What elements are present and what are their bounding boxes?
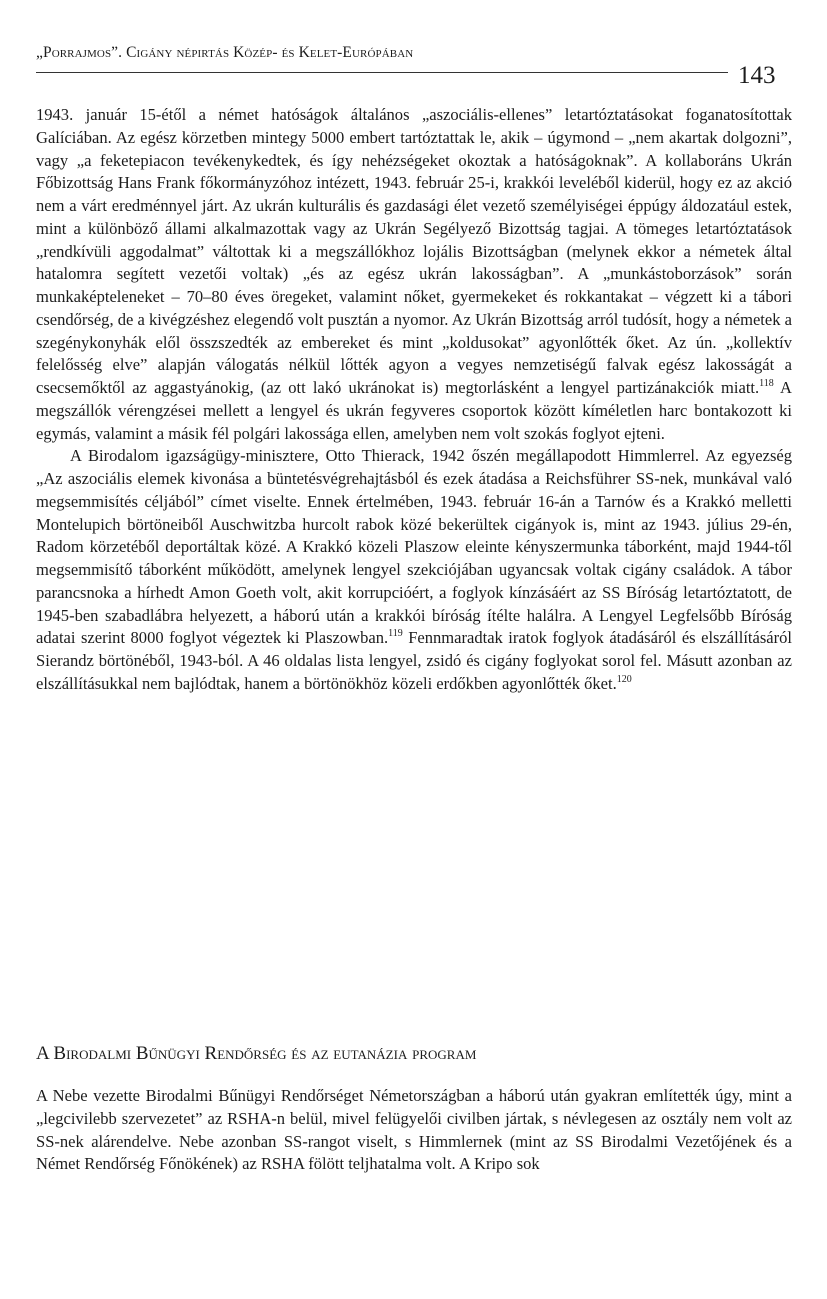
section-heading [36, 1043, 792, 1065]
running-title: „Porrajmos”. Cigány népirtás Közép- és Kelet-Európában [36, 44, 414, 61]
page-number: 143 [738, 62, 776, 89]
footnote-ref-118[interactable]: 118 [759, 378, 774, 389]
paragraph-1: 1943. január 15-étől a német hatóságok általános „aszociális-ellenes” letartóztatásokat foganatosítottak Galíciában. Az egész körzetben mintegy 5000 embert tartóztattak le, akik – úgymond – „nem akartak dolgozni”, vagy „a feketepiacon tevékenykedtek, és így nehézségeket okoztak a hatóságoknak”. A kollaboráns Ukrán Főbizottság Hans Frank főkormányzóhoz intézett, 1943. február 25-i, krakkói leveléből kiderül, hogy ez az akció nem a várt eredménnyel járt. Az ukrán kulturális és gazdasági élet vezető személyiségei éppúgy áldozatául estek, mint a különböző állami alkalmazottak vagy az Ukrán Segélyező Bizottság tagjai. A tömeges letartóztatások „rendkívüli aggodalmat” váltottak ki a megszállókhoz lojális Bizottságban (melynek ekkor a németek által hatalomra segített vezetői voltak) „és az egész ukrán lakosságban”. A „munkástoborzások” során munkaképteleneket – 70–80 éves öregeket, valamint nőket, gyermekeket és rokkantakat – végzett ki a tábori csendőrség, de a kivégzéshez elegendő volt pusztán a nyomor. Az Ukrán Bizottság arról tudósít, hogy a németek a szegénykonyhák elől összszedték az embereket és mint „koldusokat” agyonlőtték őket. Az ún. „kollektív felelősség elve” alapján válogatás nélkül lőtték agyon a vegyes nemzetiségű falvak egész lakosságát a csecsemőktől az aggastyánokig, (az ott lakó ukránokat is) megtorlásként a lengyel partizánakciók miatt.$^{118}$ A megszállók vérengzései mellett a lengyel és ukrán fegyveres csoportok között kíméletlen harc bontakozott ki egymás, valamint a másik fél polgári lakossága ellen, amelyben nem volt szokás foglyot ejteni. [36, 105, 792, 443]
section-body [36, 1085, 792, 1176]
footnote-ref-120[interactable]: 120 [616, 673, 632, 685]
body-text [36, 104, 792, 696]
footnote-ref-119[interactable]: 119 [388, 628, 403, 640]
header-rule [36, 72, 728, 73]
section-paragraph-1: A Nebe vezette Birodalmi Bűnügyi Rendőrséget Németországban a háború után gyakran említették úgy, mint a „legcivilebb szervezetet” az RSHA-n belül, mivel felügyelői civilben jártak, s névlegesen az osztály nem volt az SS-nek alárendelve. Nebe azonban SS-rangot viselt, s Himmlernek (mint az SS Birodalmi Vezetőjének és a Német Rendőrség Főnökének) az RSHA fölött teljhatalma volt. A Kripo sok [36, 1086, 792, 1174]
running-head [36, 44, 726, 62]
section-heading-text: A Birodalmi Bűnügyi Rendőrség és az eutanázia program [36, 1043, 477, 1064]
paragraph-2: A Birodalom igazságügy-minisztere, Otto Thierack, 1942 őszén megállapodott Himmlerrel. Az egyezség „Az aszociális elemek kivonása a büntetésvégrehajtásból és ezek átadása a Reichsführer SS-nek, munkával való megsemmisítés céljából” címet viselte. Ennek értelmében, 1943. február 16-án a Tarnów és a Krakkó melletti Montelupich börtöneiből Auschwitzba hurcolt rabok közé bekerültek cigányok is, mint az 1943. július 29-én, Radom körzetéből deportáltak közé. A Krakkó közeli Plaszow eleinte kényszermunka táborként, majd 1944-től megsemmisítő táborként működött, amelynek lengyel szekciójában ugyancsak voltak cigány családok. A tábor parancsnoka a hírhedt Amon Goeth volt, akit korrupcióért, a foglyok kínzásáért az SS Bíróság letartóztatott, de 1945-ben szabadlábra helyezett, a háború után a krakkói bíróság ítélte halálra. A Lengyel Legfelsőbb Bíróság adatai szerint 8000 foglyot végeztek ki Plaszowban.$^{119}$ Fennmaradtak iratok foglyok átadásáról és elszállításáról Sierandz börtönéből, 1943-ból. A 46 oldalas lista lengyel, zsidó és cigány foglyokat sorol fel. Másutt azonban az elszállításukkal nem bajlódtak, hanem a börtönökhöz közeli erdőkben agyonlőtték őket.$^{120}$ [36, 446, 792, 693]
